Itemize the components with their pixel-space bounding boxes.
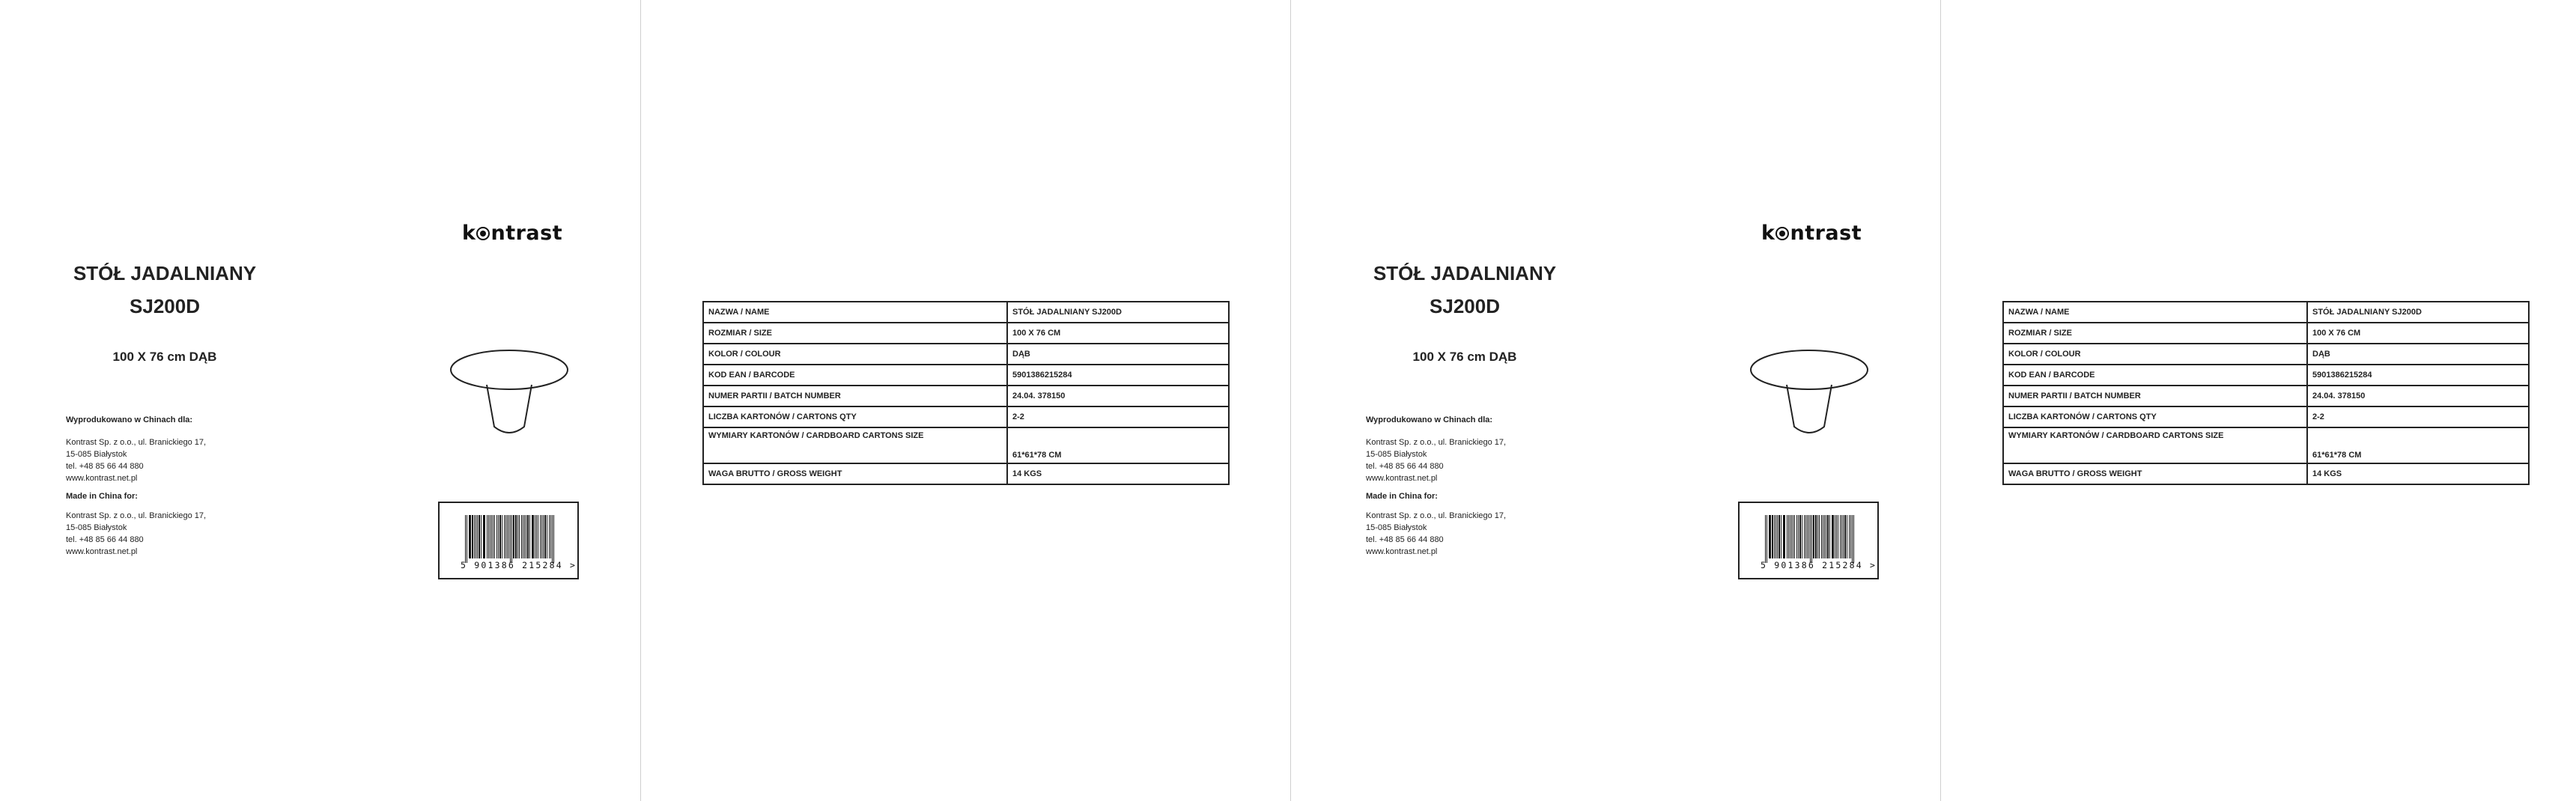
barcode-bar: [1829, 515, 1830, 558]
product-title: [22, 257, 307, 323]
spec-value: 14 KGS: [1007, 463, 1229, 484]
barcode-bar: [549, 515, 550, 558]
spec-row: [2003, 302, 2529, 323]
product-title-line2: SJ200D: [1430, 295, 1500, 317]
spec-row: [703, 406, 1229, 427]
address-line: 15-085 Białystok: [66, 450, 127, 459]
barcode-bar: [553, 515, 554, 563]
spec-value: 14 KGS: [2307, 463, 2529, 484]
spec-table: [2002, 301, 2530, 485]
barcode-bar: [1778, 515, 1779, 558]
barcode-bar: [524, 515, 525, 558]
barcode-bar: [1843, 515, 1844, 558]
spec-label: LICZBA KARTONÓW / CARTONS QTY: [703, 406, 1007, 427]
address-en: [66, 510, 261, 558]
produced-pl-heading: Wyprodukowano w Chinach dla:: [66, 415, 193, 424]
logo-dot-icon: [476, 227, 490, 240]
barcode-bar: [513, 515, 514, 558]
barcode-bar: [1850, 515, 1851, 558]
barcode-bar: [1840, 515, 1841, 558]
spec-row: [2003, 344, 2529, 365]
product-title: [1322, 257, 1607, 323]
address-line: tel. +48 85 66 44 880: [1366, 462, 1444, 471]
barcode-bar: [496, 515, 497, 558]
spec-label: NAZWA / NAME: [703, 302, 1007, 323]
barcode-bar: [550, 515, 551, 558]
barcode-bar: [507, 515, 508, 558]
barcode-bar: [1807, 515, 1808, 558]
address-en: [1366, 510, 1561, 558]
address-pl: [66, 436, 261, 484]
spec-panel-2: [1941, 0, 2576, 801]
spec-value: 24.04. 378150: [2307, 386, 2529, 406]
barcode-bar: [1813, 515, 1814, 558]
barcode-bar: [511, 515, 512, 563]
barcode-bar: [505, 515, 506, 558]
spec-value: DĄB: [2307, 344, 2529, 365]
barcode-bar: [1824, 515, 1825, 558]
barcode-bar: [1765, 515, 1766, 563]
barcode-bar: [527, 515, 529, 558]
barcode-bar: [1827, 515, 1829, 558]
spec-label: WYMIARY KARTONÓW / CARDBOARD CARTONS SIZE: [703, 427, 1007, 463]
table-drawing-icon: [448, 346, 571, 443]
spec-value: STÓŁ JADALNIANY SJ200D: [2307, 302, 2529, 323]
spec-value: 100 X 76 CM: [1007, 323, 1229, 344]
barcode-bar: [519, 515, 520, 558]
barcode-bar: [488, 515, 489, 558]
address-block: [1366, 414, 1561, 564]
barcode-bar: [499, 515, 501, 558]
barcode-bar: [517, 515, 518, 558]
spec-label: ROZMIAR / SIZE: [703, 323, 1007, 344]
logo-dot-icon: [1775, 227, 1789, 240]
barcode-bar: [1832, 515, 1833, 558]
spec-label: KOD EAN / BARCODE: [703, 365, 1007, 386]
barcode-bar: [491, 515, 492, 558]
barcode-bar: [465, 515, 466, 563]
address-line: www.kontrast.net.pl: [66, 547, 138, 556]
address-line: Kontrast Sp. z o.o., ul. Branickiego 17,: [66, 511, 207, 520]
spec-value: 5901386215284: [1007, 365, 1229, 386]
barcode-bar: [543, 515, 544, 558]
barcode-bar: [1772, 515, 1773, 558]
spec-label: ROZMIAR / SIZE: [2003, 323, 2307, 344]
spec-value: 2-2: [1007, 406, 1229, 427]
barcode: [1738, 502, 1879, 579]
barcode-bar: [1852, 515, 1853, 563]
address-line: www.kontrast.net.pl: [1366, 547, 1438, 556]
barcode-bar: [544, 515, 546, 558]
spec-row: [2003, 323, 2529, 344]
barcode-bar: [1804, 515, 1805, 558]
spec-label: WAGA BRUTTO / GROSS WEIGHT: [703, 463, 1007, 484]
produced-en-heading: Made in China for:: [1366, 492, 1438, 501]
address-pl: [1366, 436, 1561, 484]
barcode-bar: [552, 515, 553, 563]
barcode-bar: [1841, 515, 1842, 558]
barcode-bar: [1844, 515, 1846, 558]
spec-row: [703, 386, 1229, 406]
barcode-bar: [1784, 515, 1785, 558]
address-line: Kontrast Sp. z o.o., ul. Branickiego 17,: [66, 438, 207, 447]
spec-label: KOD EAN / BARCODE: [2003, 365, 2307, 386]
spec-row: [703, 344, 1229, 365]
spec-panel-1: [641, 0, 1290, 801]
barcode-bar: [1849, 515, 1850, 558]
spec-value: 61*61*78 CM: [2307, 427, 2529, 463]
barcode-bars: [1765, 515, 1855, 558]
address-line: 15-085 Białystok: [1366, 450, 1427, 459]
barcode-bar: [508, 515, 509, 558]
barcode-bar: [1811, 515, 1812, 563]
barcode-bar: [1815, 515, 1817, 558]
barcode-bar: [1794, 515, 1795, 558]
spec-table: [702, 301, 1230, 485]
barcode-bar: [1796, 515, 1797, 558]
barcode-bar: [484, 515, 485, 558]
barcode-bar: [1805, 515, 1806, 558]
barcode-bar: [532, 515, 533, 558]
spec-value: 2-2: [2307, 406, 2529, 427]
spec-row: [2003, 406, 2529, 427]
table-drawing-icon: [1748, 346, 1871, 443]
barcode-bar: [477, 515, 478, 558]
spec-value: DĄB: [1007, 344, 1229, 365]
spec-value: 24.04. 378150: [1007, 386, 1229, 406]
barcode-bar: [1783, 515, 1784, 558]
spec-row: [703, 323, 1229, 344]
spec-label: NUMER PARTII / BATCH NUMBER: [703, 386, 1007, 406]
spec-value: STÓŁ JADALNIANY SJ200D: [1007, 302, 1229, 323]
barcode-bar: [1775, 515, 1776, 558]
spec-row: [703, 365, 1229, 386]
spec-row: [2003, 386, 2529, 406]
barcode-bar: [1788, 515, 1789, 558]
product-size: 100 X 76 cm DĄB: [112, 350, 217, 364]
address-line: www.kontrast.net.pl: [66, 474, 138, 483]
barcode-bar: [498, 515, 499, 558]
address-line: 15-085 Białystok: [1366, 523, 1427, 532]
label-panel-2: [1291, 0, 1940, 801]
product-title-line2: SJ200D: [130, 295, 200, 317]
barcode-number: 5 901386 215284 >: [1761, 560, 1877, 570]
barcode-bar: [474, 515, 475, 558]
barcode-bar: [1817, 515, 1818, 558]
barcode-bar: [541, 515, 542, 558]
barcode-bar: [1798, 515, 1799, 558]
produced-pl-heading: Wyprodukowano w Chinach dla:: [1366, 415, 1493, 424]
barcode-bar: [1821, 515, 1822, 558]
spec-value: 100 X 76 CM: [2307, 323, 2529, 344]
barcode-bar: [1799, 515, 1801, 558]
spec-label: KOLOR / COLOUR: [703, 344, 1007, 365]
barcode-bar: [1853, 515, 1854, 563]
barcode-bar: [1808, 515, 1809, 558]
spec-value: 5901386215284: [2307, 365, 2529, 386]
product-title-line1: STÓŁ JADALNIANY: [73, 262, 257, 284]
barcode-bar: [540, 515, 541, 558]
brand-logo: k ntrast: [1761, 222, 1862, 245]
spec-row: [703, 427, 1229, 463]
brand-logo-text: ntrast: [1790, 222, 1862, 245]
brand-logo-text: ntrast: [490, 222, 563, 245]
address-line: Kontrast Sp. z o.o., ul. Branickiego 17,: [1366, 511, 1507, 520]
barcode-bar: [481, 515, 482, 558]
spec-row: [2003, 427, 2529, 463]
barcode-number: 5 901386 215284 >: [461, 560, 577, 570]
barcode-bar: [1774, 515, 1775, 558]
spec-label: WAGA BRUTTO / GROSS WEIGHT: [2003, 463, 2307, 484]
barcode-bar: [1769, 515, 1770, 558]
spec-row: [2003, 365, 2529, 386]
barcode-bar: [529, 515, 530, 558]
label-panel-1: [0, 0, 640, 801]
spec-row: [703, 463, 1229, 484]
barcode-bar: [1777, 515, 1778, 558]
barcode-bar: [469, 515, 470, 558]
brand-logo: k ntrast: [462, 222, 563, 245]
produced-en-heading: Made in China for:: [66, 492, 138, 501]
address-line: tel. +48 85 66 44 880: [66, 535, 144, 544]
barcode: [438, 502, 579, 579]
product-size: 100 X 76 cm DĄB: [1412, 350, 1517, 364]
address-line: www.kontrast.net.pl: [1366, 474, 1438, 483]
barcode-bar: [536, 515, 537, 558]
address-line: Kontrast Sp. z o.o., ul. Branickiego 17,: [1366, 438, 1507, 447]
barcode-bar: [494, 515, 495, 558]
address-line: 15-085 Białystok: [66, 523, 127, 532]
spec-label: KOLOR / COLOUR: [2003, 344, 2307, 365]
spec-row: [2003, 463, 2529, 484]
barcode-bar: [515, 515, 517, 558]
barcode-bar: [521, 515, 522, 558]
barcode-bars: [465, 515, 555, 558]
spec-row: [703, 302, 1229, 323]
barcode-bar: [472, 515, 473, 558]
spec-label: WYMIARY KARTONÓW / CARDBOARD CARTONS SIZE: [2003, 427, 2307, 463]
address-block: [66, 414, 261, 564]
barcode-bar: [1836, 515, 1837, 558]
barcode-bar: [504, 515, 505, 558]
barcode-bar: [1819, 515, 1820, 558]
spec-label: LICZBA KARTONÓW / CARTONS QTY: [2003, 406, 2307, 427]
spec-label: NUMER PARTII / BATCH NUMBER: [2003, 386, 2307, 406]
barcode-bar: [483, 515, 484, 558]
address-line: tel. +48 85 66 44 880: [1366, 535, 1444, 544]
barcode-bar: [510, 515, 511, 563]
barcode-bar: [1810, 515, 1811, 563]
spec-value: 61*61*78 CM: [1007, 427, 1229, 463]
spec-label: NAZWA / NAME: [2003, 302, 2307, 323]
address-line: tel. +48 85 66 44 880: [66, 462, 144, 471]
product-title-line1: STÓŁ JADALNIANY: [1373, 262, 1557, 284]
barcode-bar: [1791, 515, 1792, 558]
